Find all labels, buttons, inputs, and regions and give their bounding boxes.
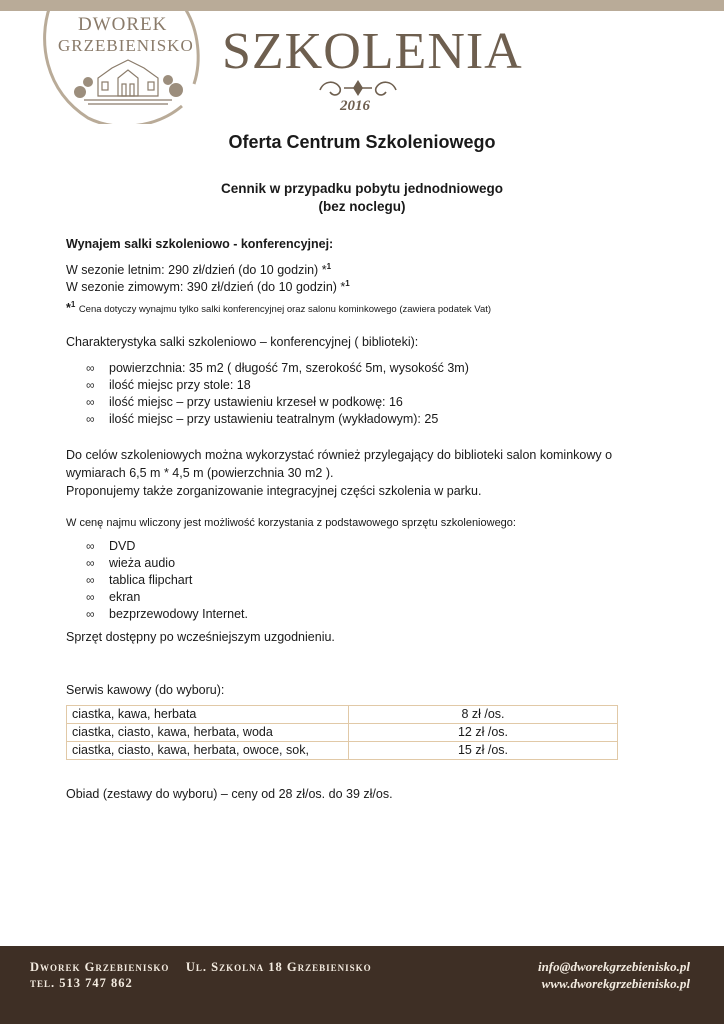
table-cell-item: ciastka, ciasto, kawa, herbata, owoce, sok, <box>67 742 349 760</box>
infinity-bullet-icon: ∞ <box>86 378 95 392</box>
list-item-text: ilość miejsc przy stole: 18 <box>109 378 251 392</box>
rental-winter-price <box>66 279 350 296</box>
table-row <box>67 706 618 724</box>
rental-footnote <box>66 300 491 318</box>
infinity-bullet-icon: ∞ <box>86 539 95 553</box>
brand-year: 2016 <box>340 98 370 114</box>
table-cell-price: 15 zł /os. <box>349 742 618 760</box>
logo-text-line1: DWOREK <box>78 14 168 35</box>
footnote-ref: 1 <box>326 261 332 271</box>
equipment-heading: W cenę najmu wliczony jest możliwość korzystania z podstawowego sprzętu szkoleniowego: <box>66 517 516 529</box>
page-subtitle <box>66 180 658 216</box>
infinity-bullet-icon: ∞ <box>86 412 95 426</box>
list-item <box>86 589 248 606</box>
table-cell-price: 8 zł /os. <box>349 706 618 724</box>
characteristics-list <box>86 360 469 428</box>
lunch-info: Obiad (zestawy do wyboru) – ceny od 28 zł/os. do 39 zł/os. <box>66 787 393 801</box>
salon-line-1: Do celów szkoleniowych można wykorzystać również przylegający do biblioteki salon kominkowy o <box>66 448 613 462</box>
coffee-heading: Serwis kawowy (do wyboru): <box>66 683 225 697</box>
infinity-bullet-icon: ∞ <box>86 573 95 587</box>
rental-winter-text: W sezonie zimowym: 390 zł/dzień (do 10 godzin) * <box>66 280 346 294</box>
list-item-text: tablica flipchart <box>109 573 193 587</box>
table-row <box>67 742 618 760</box>
list-item <box>86 394 469 411</box>
footnote-mark: * <box>66 301 71 315</box>
footer <box>0 946 724 1024</box>
footer-email-link[interactable]: info@dworekgrzebienisko.pl <box>537 959 690 974</box>
list-item-text: DVD <box>109 539 136 553</box>
rental-summer-text: W sezonie letnim: 290 zł/dzień (do 10 godzin) * <box>66 263 327 277</box>
list-item <box>86 411 469 428</box>
list-item <box>86 555 248 572</box>
list-item-text: powierzchnia: 35 m2 ( długość 7m, szerokość 5m, wysokość 3m) <box>109 361 469 375</box>
infinity-bullet-icon: ∞ <box>86 556 95 570</box>
list-item-text: ekran <box>109 590 141 604</box>
list-item <box>86 572 248 589</box>
list-item-text: ilość miejsc – przy ustawieniu krzeseł w podkowę: 16 <box>109 395 403 409</box>
table-cell-item: ciastka, kawa, herbata <box>67 706 349 724</box>
salon-line-2: wymiarach 6,5 m * 4,5 m (powierzchnia 30 m2 ). <box>66 466 334 480</box>
footnote-text: Cena dotyczy wynajmu tylko salki konferencyjnej oraz salonu kominkowego (zawiera podatek Vat) <box>78 304 492 315</box>
list-item-text: ilość miejsc – przy ustawieniu teatralnym (wykładowym): 25 <box>109 412 439 426</box>
rental-summer-price <box>66 262 331 279</box>
subtitle-line-2: (bez noclegu) <box>318 199 406 214</box>
footer-address: Ul. Szkolna 18 Grzebienisko <box>185 960 372 974</box>
equipment-list <box>86 538 248 623</box>
list-item <box>86 538 248 555</box>
list-item-text: wieża audio <box>109 556 176 570</box>
page-title: Oferta Centrum Szkoleniowego <box>228 132 496 152</box>
table-cell-item: ciastka, ciasto, kawa, herbata, woda <box>67 724 349 742</box>
list-item <box>86 377 469 394</box>
coffee-price-table <box>66 705 618 760</box>
list-item <box>86 606 248 623</box>
table-row <box>67 724 618 742</box>
footnote-ref: 1 <box>345 278 350 288</box>
brand-title: SZKOLENIA <box>222 23 523 80</box>
subtitle-line-1: Cennik w przypadku pobytu jednodniowego <box>220 181 503 196</box>
list-item <box>86 360 469 377</box>
infinity-bullet-icon: ∞ <box>86 590 95 604</box>
characteristics-heading: Charakterystyka salki szkoleniowo – konferencyjnej ( biblioteki): <box>66 335 419 349</box>
footer-company: Dworek Grzebienisko <box>30 960 170 974</box>
infinity-bullet-icon: ∞ <box>86 361 95 375</box>
list-item-text: bezprzewodowy Internet. <box>109 607 248 621</box>
footer-website-link[interactable]: www.dworekgrzebienisko.pl <box>541 976 690 991</box>
footer-phone: tel. 513 747 862 <box>30 976 133 990</box>
rental-heading: Wynajem salki szkoleniowo - konferencyjnej: <box>66 237 334 251</box>
footnote-number: 1 <box>70 299 76 309</box>
logo-text-line2: GRZEBIENISKO <box>58 36 194 55</box>
salon-line-3: Proponujemy także zorganizowanie integracyjnej części szkolenia w parku. <box>66 484 482 498</box>
infinity-bullet-icon: ∞ <box>86 607 95 621</box>
equipment-note: Sprzęt dostępny po wcześniejszym uzgodnieniu. <box>66 630 335 644</box>
table-cell-price: 12 zł /os. <box>349 724 618 742</box>
logo <box>36 0 220 124</box>
infinity-bullet-icon: ∞ <box>86 395 95 409</box>
footer-company-address <box>30 960 372 975</box>
